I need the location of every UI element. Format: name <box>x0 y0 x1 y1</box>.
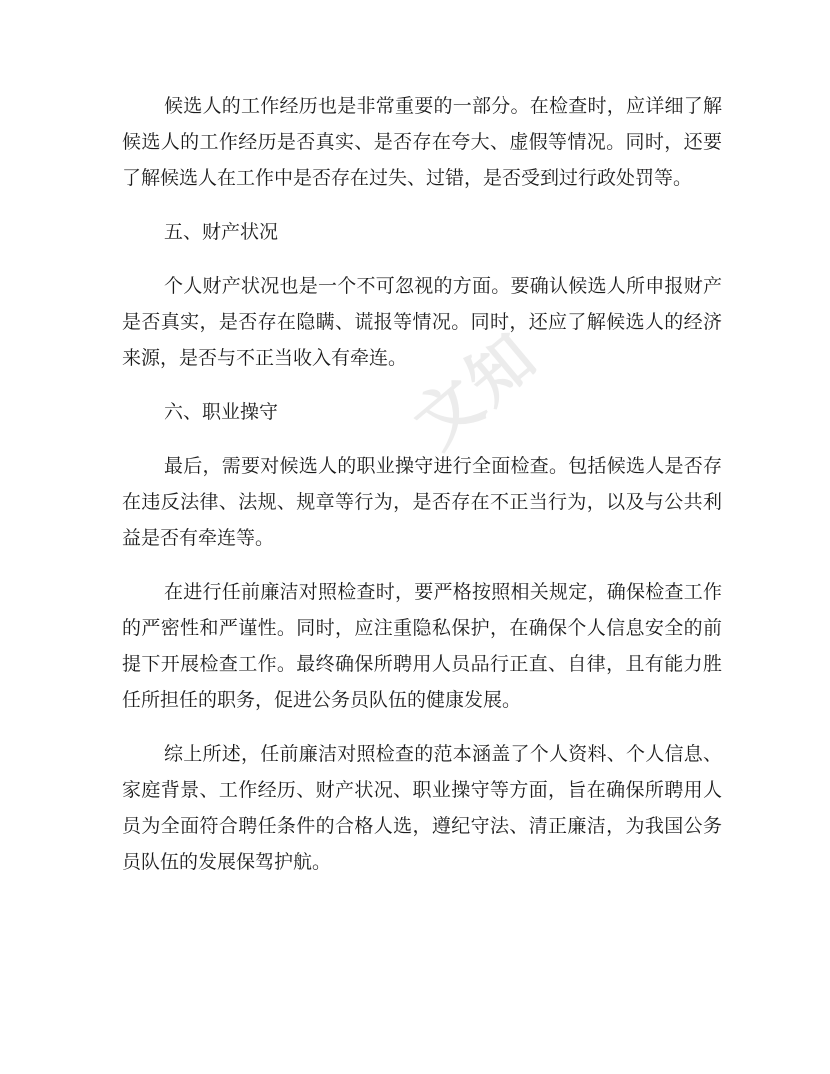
paragraph-procedure: 在进行任前廉洁对照检查时，要严格按照相关规定，确保检查工作的严密性和严谨性。同时，应注重隐私保护，在确保个人信息安全的前提下开展检查工作。最终确保所聘用人员品行正直、自律，且有能力胜任所担任的职务，促进公务员队伍的健康发展。 <box>122 581 722 711</box>
paragraph-work-history: 候选人的工作经历也是非常重要的一部分。在检查时，应详细了解候选人的工作经历是否真实、是否存在夸大、虚假等情况。同时，还要了解候选人在工作中是否存在过失、过错，是否受到过行政处罚等。 <box>122 95 722 189</box>
section-heading-ethics: 六、职业操守 <box>164 401 279 423</box>
paragraph-property: 个人财产状况也是一个不可忽视的方面。要确认候选人所申报财产是否真实，是否存在隐瞒、谎报等情况。同时，还应了解候选人的经济来源，是否与不正当收入有牵连。 <box>122 275 722 369</box>
paragraph-summary: 综上所述，任前廉洁对照检查的范本涵盖了个人资料、个人信息、家庭背景、工作经历、财产状况、职业操守等方面，旨在确保所聘用人员为全面符合聘任条件的合格人选，遵纪守法、清正廉洁，为我国公务员队伍的发展保驾护航。 <box>122 743 722 873</box>
document-page <box>122 88 722 898</box>
section-heading-property: 五、财产状况 <box>164 221 279 243</box>
paragraph-ethics: 最后，需要对候选人的职业操守进行全面检查。包括候选人是否存在违反法律、法规、规章等行为，是否存在不正当行为，以及与公共利益是否有牵连等。 <box>122 455 722 549</box>
watermark: 文知 <box>400 318 553 463</box>
